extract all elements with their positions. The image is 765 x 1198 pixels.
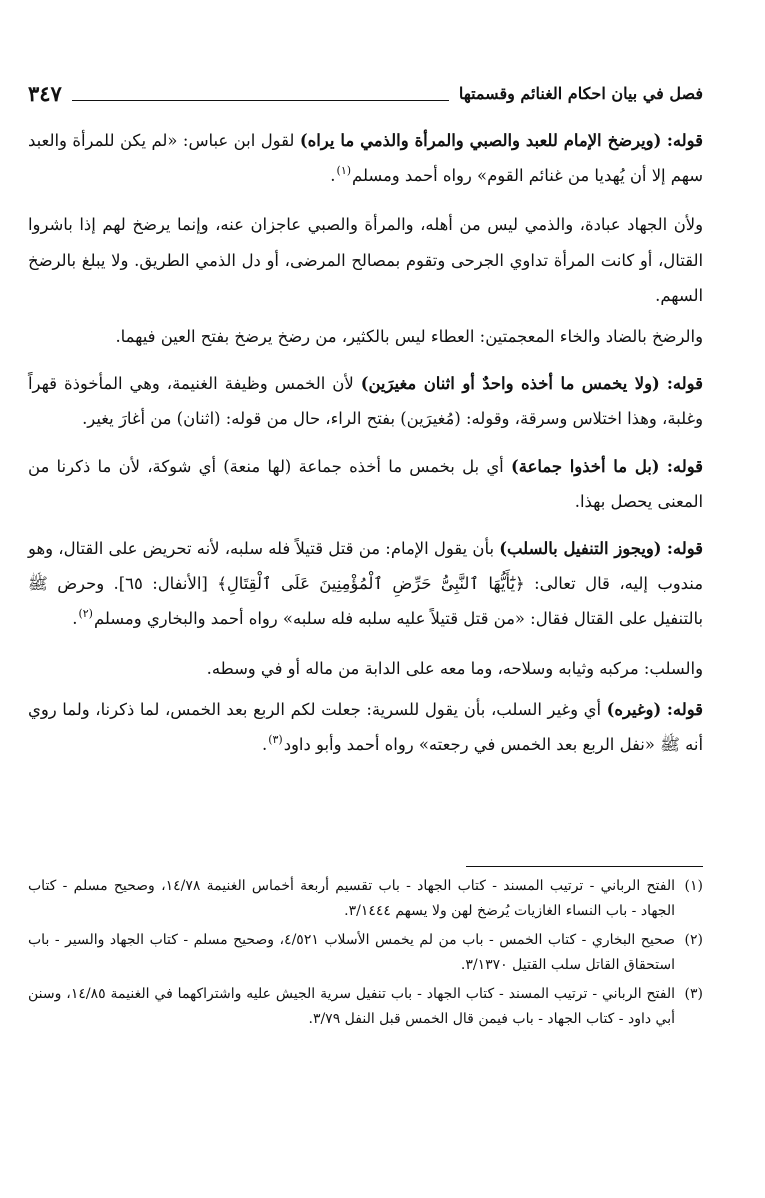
- paragraph-5: [28, 449, 703, 519]
- footnote-3: [28, 982, 703, 1032]
- quoted-matn: (ويجوز التنفيل بالسلب): [499, 539, 662, 559]
- commentary-text: لأن الخمس وظيفة الغنيمة، وهي المأخوذة قهراً وغلبة، وهذا اختلاس وسرقة، وقوله: (مُغيرَين) بفتح الراء، حال من قوله: (اثنان) من أغارَ يغير.: [28, 374, 703, 429]
- footnote-text: صحيح البخاري - كتاب الخمس - باب من لم يخمس الأسلاب ٤/٥٢١، وصحيح مسلم - كتاب الجهاد والسير - باب استحقاق القاتل سلب القتيل ٣/١٣٧٠.: [28, 932, 675, 973]
- commentary-text: والرضخ بالضاد والخاء المعجمتين: العطاء ليس بالكثير، من رضخ يرضخ بفتح العين فيهما.: [115, 327, 703, 347]
- paragraph-4: [28, 366, 703, 436]
- paragraph-label: قوله:: [666, 374, 703, 394]
- page-number: ٣٤٧: [28, 80, 62, 106]
- running-header: [28, 78, 703, 108]
- sentence-end: .: [72, 609, 78, 629]
- footnote-marker-3[interactable]: (٣): [268, 733, 283, 747]
- footnote-1: [28, 874, 703, 924]
- commentary-text: لقول ابن عباس: «لم يكن للمرأة والعبد سهم إلا أن يُهديا من غنائم القوم» رواه أحمد ومسلم: [28, 131, 703, 186]
- footnote-2: [28, 928, 703, 978]
- commentary-text: والسلب: مركبه وثيابه وسلاحه، وما معه على الدابة من ماله أو في وسطه.: [206, 658, 703, 678]
- quoted-matn: (بل ما أخذوا جماعة): [511, 456, 660, 476]
- footnote-separator: [466, 866, 703, 867]
- header-rule: [72, 86, 449, 101]
- footnote-number: (٣): [684, 986, 703, 1002]
- main-text: [28, 123, 703, 776]
- commentary-text: أي بل بخمس ما أخذه جماعة (لها منعة) أي شوكة، لأن ما ذكرنا من المعنى يحصل بهذا.: [28, 456, 703, 511]
- footnote-number: (١): [684, 878, 703, 894]
- footnote-text: الفتح الرباني - ترتيب المسند - كتاب الجهاد - باب تنفيل سرية الجيش عليه واشتراكهما في الغنيمة ١٤/٨٥، وسنن أبي داود - كتاب الجهاد - باب فيمن قال الخمس قبل النفل ٣/٧٩.: [28, 986, 675, 1027]
- paragraph-3: [28, 319, 703, 354]
- sentence-end: .: [261, 735, 268, 755]
- paragraph-label: قوله:: [666, 699, 703, 719]
- paragraph-1: [28, 123, 703, 195]
- paragraph-6: [28, 531, 703, 639]
- quoted-matn: (ولا يخمس ما أخذه واحدٌ أو اثنان مغيرَين): [360, 374, 660, 394]
- paragraph-label: قوله:: [666, 131, 703, 150]
- commentary-text: أي وغير السلب، بأن يقول للسرية: جعلت لكم الربع بعد الخمس، لما ذكرنا، ولما روي أنه ﷺ «نفل الربع بعد الخمس في رجعته» رواه أحمد وأبو داود: [28, 699, 703, 755]
- chapter-title: فصل في بيان احكام الغنائم وقسمتها: [458, 83, 703, 103]
- paragraph-label: قوله:: [666, 456, 703, 476]
- footnote-text: الفتح الرباني - ترتيب المسند - كتاب الجهاد - باب تقسيم أربعة أخماس الغنيمة ١٤/٧٨، وصحيح مسلم - كتاب الجهاد - باب النساء الغازيات يُرضخ لهن ولا يسهم ٣/١٤٤٤.: [28, 878, 675, 919]
- quoted-matn: (ويرضخ الإمام للعبد والصبي والمرأة والذمي ما يراه): [299, 131, 662, 150]
- paragraph-label: قوله:: [666, 539, 703, 559]
- paragraph-7: [28, 651, 703, 686]
- footnote-number: (٢): [684, 932, 703, 948]
- paragraph-2: [28, 207, 703, 313]
- footnote-marker-2[interactable]: (٢): [78, 607, 93, 621]
- commentary-text: ولأن الجهاد عبادة، والذمي ليس من أهله، والمرأة والصبي عاجزان عنه، وإنما يرضخ لهم إذا باشروا القتال، أو كانت المرأة تداوي الجرحى وتقوم بمصالح المرضى، أو دل الذمي الطريق. ولا يبلغ بالرضخ السهم.: [28, 215, 703, 305]
- sentence-end: .: [330, 166, 336, 186]
- footnote-marker-1[interactable]: (١): [336, 164, 352, 178]
- footnotes: [28, 874, 703, 1036]
- quoted-matn: (وغيره): [606, 699, 662, 719]
- paragraph-8: [28, 692, 703, 764]
- commentary-text: بأن يقول الإمام: من قتل قتيلاً فله سلبه، لأنه تحريض على القتال، وهو مندوب إليه، قال تعالى: ﴿يَٰٓأَيُّهَا ٱلنَّبِىُّ حَرِّضِ ٱلْمُؤْمِنِينَ عَلَى ٱلْقِتَالِ﴾ [الأنفال: ٦٥]. وحرض ﷺ بالتنفيل على القتال فقال: «من قتل قتيلاً عليه سلبه فله سلبه» رواه أحمد والبخاري ومسلم: [28, 539, 703, 629]
